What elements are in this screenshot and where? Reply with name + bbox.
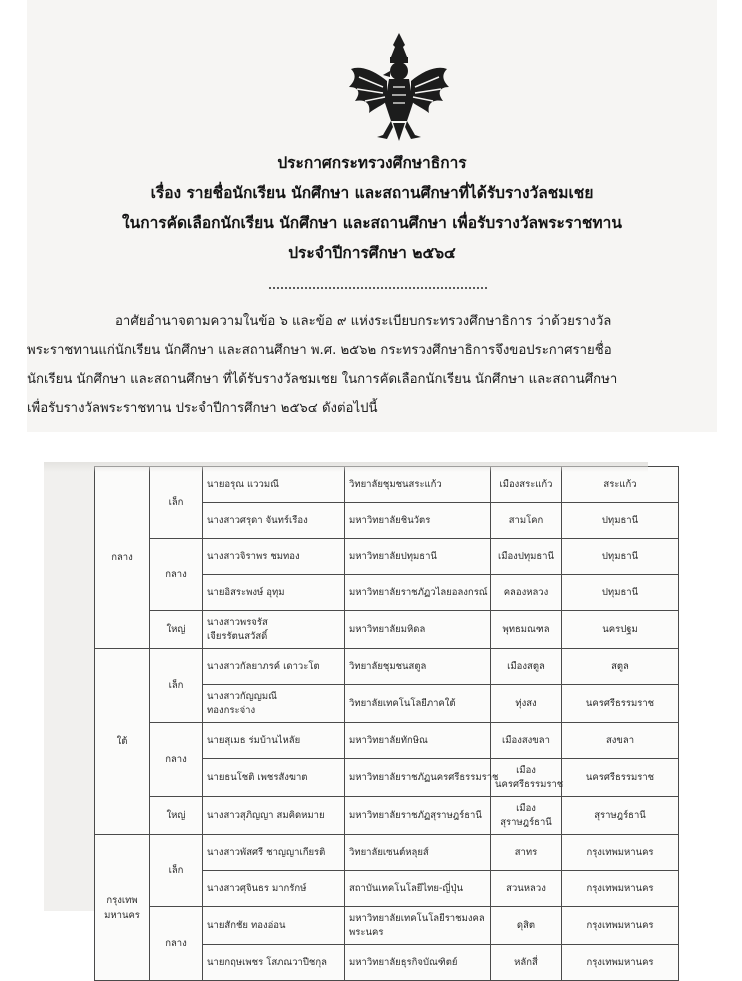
province-cell: ปทุมธานี (562, 503, 679, 539)
institution-cell: มหาวิทยาลัยมหิดล (345, 611, 491, 649)
district-cell: หลักสี่ (491, 945, 562, 981)
province-cell: สงขลา (562, 723, 679, 759)
province-cell: กรุงเทพมหานคร (562, 945, 679, 981)
district-cell: เมืองสงขลา (491, 723, 562, 759)
award-table (94, 466, 679, 981)
district-cell: สาทร (491, 835, 562, 871)
title-divider (269, 287, 487, 289)
school-size-cell: กลาง (150, 723, 203, 797)
institution-cell: มหาวิทยาลัยราชภัฏสุราษฎร์ธานี (345, 797, 491, 835)
student-name-cell: นางสาวศรุดา จันทร์เรือง (203, 503, 345, 539)
student-name-cell: นางสาวจิราพร ชมทอง (203, 539, 345, 575)
table-row (95, 467, 679, 503)
award-table-body (95, 467, 679, 981)
province-cell: สระแก้ว (562, 467, 679, 503)
student-name-cell: นายอรุณ แววมณี (203, 467, 345, 503)
institution-cell: วิทยาลัยเซนต์หลุยส์ (345, 835, 491, 871)
announcement-panel (27, 0, 717, 432)
title-line-1: ประกาศกระทรวงศึกษาธิการ (277, 154, 467, 172)
garuda-emblem-icon (347, 31, 451, 143)
title-line-2: เรื่อง รายชื่อนักเรียน นักศึกษา และสถานศึกษาที่ได้รับรางวัลชมเชย (150, 184, 594, 202)
region-cell: กลาง (95, 467, 150, 649)
institution-cell: มหาวิทยาลัยธุรกิจบัณฑิตย์ (345, 945, 491, 981)
district-cell: เมืองสตูล (491, 649, 562, 685)
table-row (95, 649, 679, 685)
student-name-cell: นางสาวพัสศรี ชาญญาเกียรติ (203, 835, 345, 871)
region-cell: กรุงเทพ มหานคร (95, 835, 150, 981)
school-size-cell: กลาง (150, 539, 203, 611)
school-size-cell: เล็ก (150, 467, 203, 539)
school-size-cell: เล็ก (150, 649, 203, 723)
institution-cell: วิทยาลัยเทคโนโลยีภาคใต้ (345, 685, 491, 723)
announcement-body (27, 307, 717, 423)
province-cell: กรุงเทพมหานคร (562, 835, 679, 871)
province-cell: สตูล (562, 649, 679, 685)
student-name-cell: นายสักชัย ทองอ่อน (203, 907, 345, 945)
region-cell: ใต้ (95, 649, 150, 835)
institution-cell: มหาวิทยาลัยชินวัตร (345, 503, 491, 539)
table-row (95, 723, 679, 759)
student-name-cell: นายกฤษเพชร โสภณวาปีชกุล (203, 945, 345, 981)
district-cell: ทุ่งสง (491, 685, 562, 723)
institution-cell: มหาวิทยาลัยเทคโนโลยีราชมงคล พระนคร (345, 907, 491, 945)
title-line-3: ในการคัดเลือกนักเรียน นักศึกษา และสถานศึกษา เพื่อรับรางวัลพระราชทาน (122, 214, 622, 232)
school-size-cell: เล็ก (150, 835, 203, 907)
table-row (95, 539, 679, 575)
province-cell: นครศรีธรรมราช (562, 685, 679, 723)
district-cell: เมืองสระแก้ว (491, 467, 562, 503)
district-cell: คลองหลวง (491, 575, 562, 611)
table-row (95, 797, 679, 835)
province-cell: กรุงเทพมหานคร (562, 907, 679, 945)
school-size-cell: กลาง (150, 907, 203, 981)
body-line-3: นักเรียน นักศึกษา และสถานศึกษา ที่ได้รับรางวัลชมเชย ในการคัดเลือกนักเรียน นักศึกษา และสถานศึกษา (27, 372, 618, 387)
student-name-cell: นางสาวกัลยาภรค์ เดาวะโต (203, 649, 345, 685)
district-cell: เมือง นครศรีธรรมราช (491, 759, 562, 797)
body-line-2: พระราชทานแก่นักเรียน นักศึกษา และสถานศึกษา พ.ศ. ๒๕๖๒ กระทรวงศึกษาธิการจึงขอประกาศรายชื่อ (27, 343, 612, 358)
student-name-cell: นางสาวศุจินธร มากรักษ์ (203, 871, 345, 907)
province-cell: นครศรีธรรมราช (562, 759, 679, 797)
institution-cell: มหาวิทยาลัยทักษิณ (345, 723, 491, 759)
province-cell: นครปฐม (562, 611, 679, 649)
student-name-cell: นางสาวพรจรัส เจียรรัตนสวัสดิ์ (203, 611, 345, 649)
title-line-4: ประจำปีการศึกษา ๒๕๖๔ (288, 244, 456, 262)
district-cell: สวนหลวง (491, 871, 562, 907)
table-row (95, 835, 679, 871)
institution-cell: สถาบันเทคโนโลยีไทย-ญี่ปุ่น (345, 871, 491, 907)
institution-cell: มหาวิทยาลัยปทุมธานี (345, 539, 491, 575)
award-table-panel (44, 462, 655, 968)
body-line-1: อาศัยอำนาจตามความในข้อ ๖ และข้อ ๙ แห่งระเบียบกระทรวงศึกษาธิการ ว่าด้วยรางวัล (115, 314, 612, 329)
student-name-cell: นางสาวกัญญมณี ทองกระจ่าง (203, 685, 345, 723)
district-cell: ดุสิต (491, 907, 562, 945)
province-cell: สุราษฎร์ธานี (562, 797, 679, 835)
announcement-title (27, 148, 717, 268)
province-cell: ปทุมธานี (562, 575, 679, 611)
institution-cell: วิทยาลัยชุมชนสตูล (345, 649, 491, 685)
province-cell: ปทุมธานี (562, 539, 679, 575)
district-cell: เมืองปทุมธานี (491, 539, 562, 575)
student-name-cell: นางสาวสุภิญญา สมคิดหมาย (203, 797, 345, 835)
institution-cell: มหาวิทยาลัยราชภัฏนครศรีธรรมราช (345, 759, 491, 797)
student-name-cell: นายธนโชติ เพชรสังฆาต (203, 759, 345, 797)
school-size-cell: ใหญ่ (150, 611, 203, 649)
school-size-cell: ใหญ่ (150, 797, 203, 835)
district-cell: เมือง สุราษฎร์ธานี (491, 797, 562, 835)
student-name-cell: นายอิสระพงษ์ อุทุม (203, 575, 345, 611)
institution-cell: มหาวิทยาลัยราชภัฏวไลยอลงกรณ์ (345, 575, 491, 611)
district-cell: สามโคก (491, 503, 562, 539)
table-row (95, 611, 679, 649)
body-line-4: เพื่อรับรางวัลพระราชทาน ประจำปีการศึกษา ๒๕๖๔ ดังต่อไปนี้ (27, 401, 378, 416)
district-cell: พุทธมณฑล (491, 611, 562, 649)
student-name-cell: นายสุเมธ ร่มบ้านไหลัย (203, 723, 345, 759)
institution-cell: วิทยาลัยชุมชนสระแก้ว (345, 467, 491, 503)
table-row (95, 907, 679, 945)
province-cell: กรุงเทพมหานคร (562, 871, 679, 907)
